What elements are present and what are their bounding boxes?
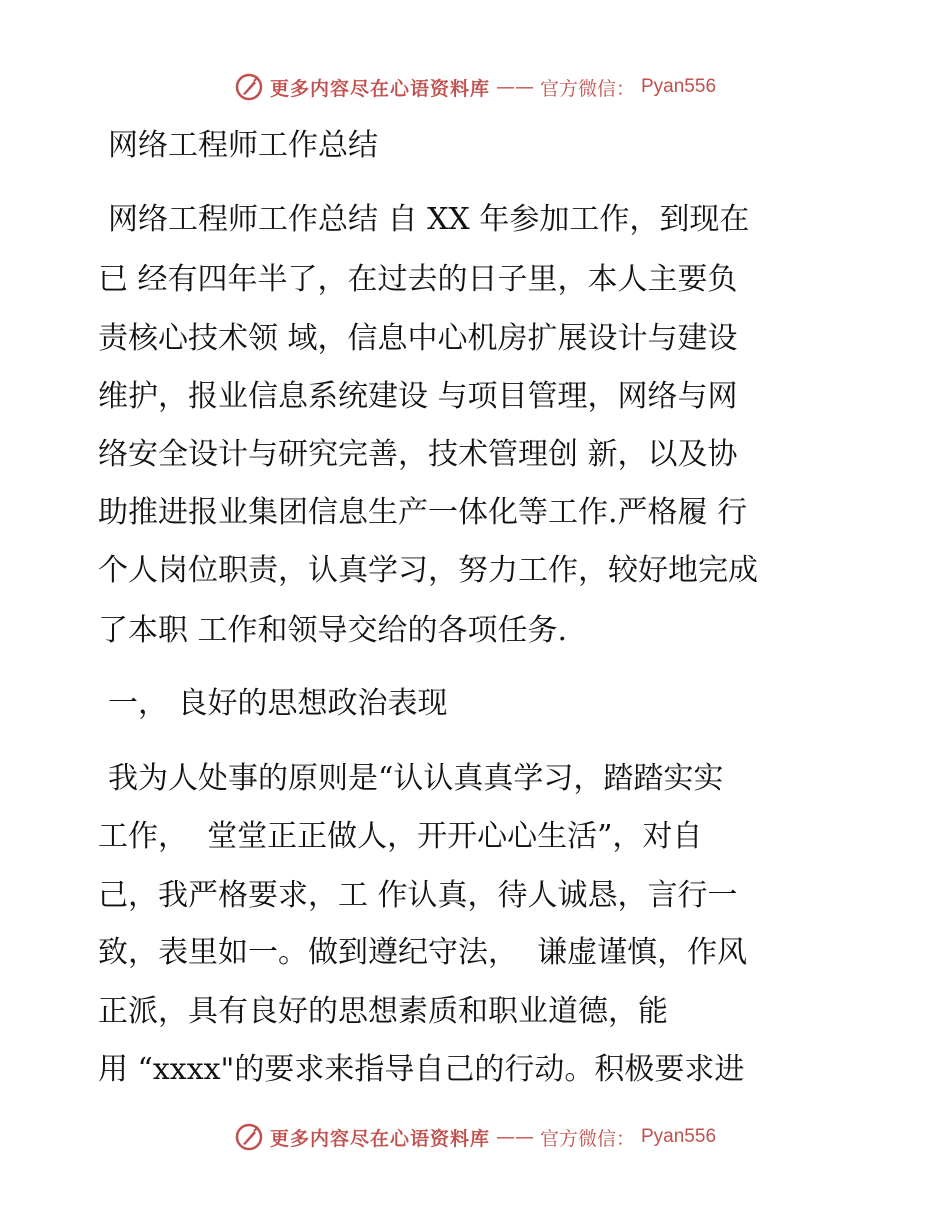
paragraph-line: 个人岗位职责，认真学习，努力工作，较好地完成 — [98, 553, 758, 588]
paragraph-line: 用 “xxxx"的要求来指导自己的行动。积极要求进 — [98, 1052, 745, 1087]
watermark-header — [0, 72, 950, 102]
watermark-brand: 更多内容尽在心语资料库 — [269, 1127, 490, 1150]
section-heading: 一， 良好的思想政治表现 — [108, 686, 448, 721]
watermark-official-label: 官方微信： — [539, 1127, 635, 1150]
watermark-wechat-id: Pyan556 — [641, 76, 717, 97]
paragraph-line: 维护，报业信息系统建设 与项目管理，网络与网 — [98, 379, 738, 414]
paragraph-line: 我为人处事的原则是“认认真真学习，踏踏实实 — [108, 761, 724, 796]
paragraph-line: 正派，具有良好的思想素质和职业道德，能 — [98, 994, 668, 1029]
watermark-official-label: 官方微信： — [539, 77, 635, 100]
watermark-separator: —— — [495, 1126, 534, 1148]
watermark-footer — [0, 1122, 950, 1152]
paragraph-line: 已 经有四年半了，在过去的日子里，本人主要负 — [98, 262, 738, 297]
quill-logo-icon — [234, 72, 264, 102]
paragraph-line: 网络工程师工作总结 自 XX 年参加工作，到现在 — [108, 202, 750, 237]
paragraph-line: 络安全设计与研究完善，技术管理创 新，以及协 — [98, 437, 738, 472]
paragraph-line: 责核心技术领 域，信息中心机房扩展设计与建设 — [98, 321, 738, 356]
paragraph-line: 己，我严格要求，工 作认真，待人诚恳，言行一 — [98, 878, 738, 913]
document-title: 网络工程师工作总结 — [108, 128, 378, 163]
paragraph-line: 助推进报业集团信息生产一体化等工作.严格履 行 — [98, 495, 748, 530]
watermark-brand: 更多内容尽在心语资料库 — [269, 77, 490, 100]
watermark-wechat-id: Pyan556 — [641, 1126, 717, 1147]
paragraph-line: 工作， 堂堂正正做人，开开心心生活”，对自 — [98, 819, 703, 854]
paragraph-line: 致，表里如一。做到遵纪守法， 谦虚谨慎，作风 — [98, 935, 748, 970]
paragraph-line: 了本职 工作和领导交给的各项任务. — [98, 613, 568, 648]
quill-logo-icon — [234, 1122, 264, 1152]
watermark-separator: —— — [495, 76, 534, 98]
